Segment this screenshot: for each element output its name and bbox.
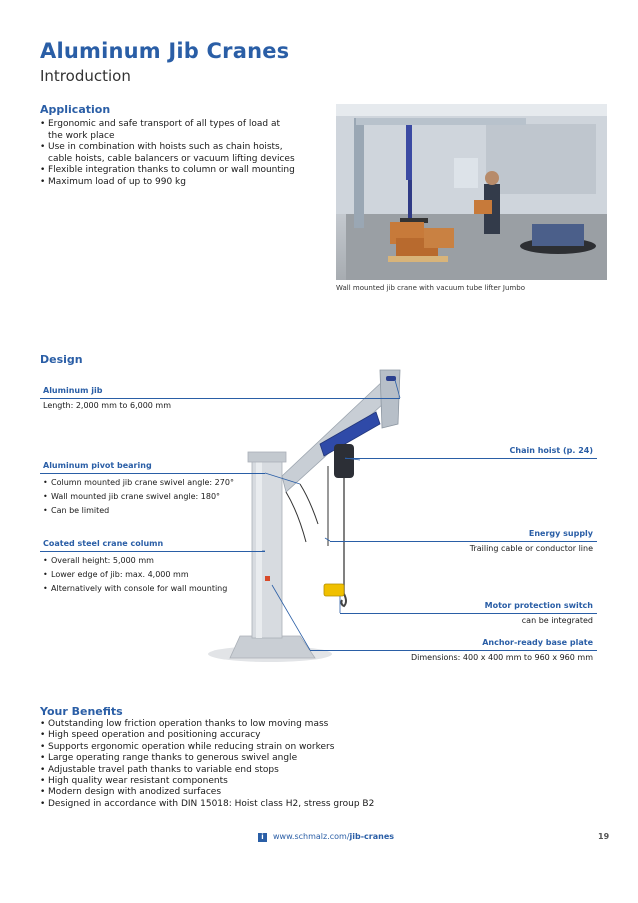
motor-text: can be integrated [521, 616, 593, 625]
benefit-item: • Large operating range thanks to generous swivel angle [40, 753, 460, 764]
application-item: • Flexible integration thanks to column or wall mounting [40, 165, 330, 177]
info-icon: i [258, 833, 267, 842]
column-item: • Alternatively with console for wall mounting [43, 582, 273, 596]
jib-text: Length: 2,000 mm to 6,000 mm [43, 401, 172, 410]
motor-label: Motor protection switch [484, 601, 593, 610]
pivot-label: Aluminum pivot bearing [43, 461, 152, 470]
energy-text: Trailing cable or conductor line [469, 544, 593, 553]
jib-label: Aluminum jib [43, 386, 103, 395]
benefits-list [40, 719, 460, 810]
footer-url-bold: jib-cranes [349, 832, 395, 841]
page-title: Aluminum Jib Cranes [40, 39, 290, 63]
page-subtitle: Introduction [40, 67, 131, 85]
footer-link[interactable] [258, 832, 394, 842]
column-item: • Overall height: 5,000 mm [43, 554, 273, 568]
base-label: Anchor-ready base plate [482, 638, 593, 647]
energy-label: Energy supply [528, 529, 593, 538]
base-text: Dimensions: 400 x 400 mm to 960 x 960 mm [410, 653, 593, 662]
benefit-item: • Designed in accordance with DIN 15018: Hoist class H2, stress group B2 [40, 799, 460, 810]
application-item: • Maximum load of up to 990 kg [40, 177, 330, 189]
pivot-item: • Can be limited [43, 504, 263, 518]
column-item: • Lower edge of jib: max. 4,000 mm [43, 568, 273, 582]
page-number: 19 [598, 832, 610, 841]
design-heading: Design [40, 353, 83, 366]
application-item: • Ergonomic and safe transport of all types of load at the work place [40, 119, 330, 142]
benefit-item: • Supports ergonomic operation while reducing strain on workers [40, 742, 460, 753]
benefits-heading: Your Benefits [40, 705, 123, 718]
footer-url-prefix: www.schmalz.com/ [273, 832, 350, 841]
application-heading: Application [40, 103, 111, 116]
benefit-item: • Adjustable travel path thanks to variable end stops [40, 765, 460, 776]
benefit-item: • High speed operation and positioning accuracy [40, 730, 460, 741]
photo-caption: Wall mounted jib crane with vacuum tube lifter Jumbo [336, 284, 525, 292]
column-label: Coated steel crane column [43, 539, 164, 548]
benefit-item: • Modern design with anodized surfaces [40, 787, 460, 798]
pivot-item: • Column mounted jib crane swivel angle: 270° [43, 476, 263, 490]
benefit-item: • High quality wear resistant components [40, 776, 460, 787]
pivot-item: • Wall mounted jib crane swivel angle: 180° [43, 490, 263, 504]
benefit-item: • Outstanding low friction operation thanks to low moving mass [40, 719, 460, 730]
chain-hoist-label: Chain hoist (p. 24) [509, 446, 593, 455]
application-item: • Use in combination with hoists such as chain hoists, cable hoists, cable balancers or vacuum lifting devices [40, 142, 330, 165]
